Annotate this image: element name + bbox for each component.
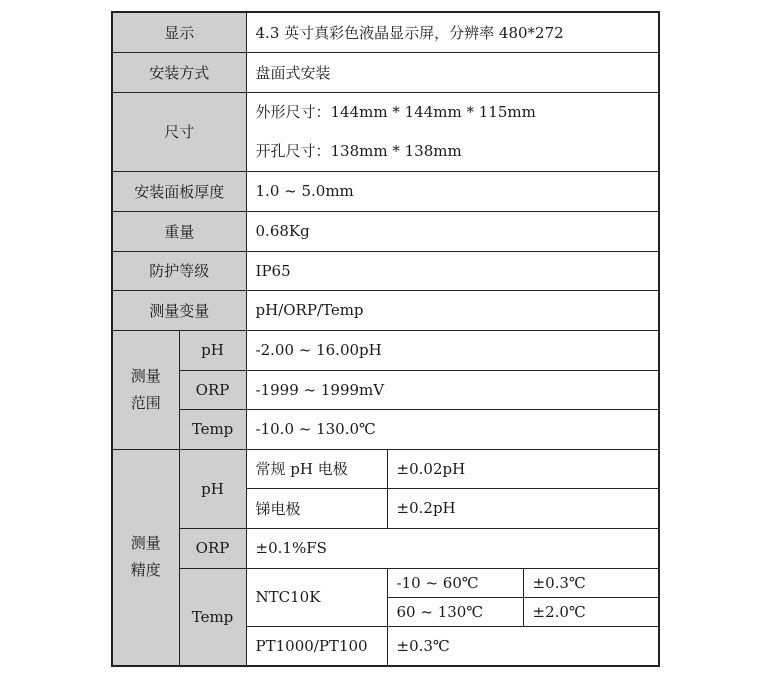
size-label: 尺寸 xyxy=(112,92,246,171)
range-temp-value: -10.0 ~ 130.0℃ xyxy=(246,409,659,449)
mount-label: 安装方式 xyxy=(112,52,246,92)
range-orp-value: -1999 ~ 1999mV xyxy=(246,370,659,409)
acc-pt-value: ±0.3℃ xyxy=(387,626,659,666)
protection-value: IP65 xyxy=(246,251,659,290)
size-hole: 开孔尺寸：138mm * 138mm xyxy=(255,141,462,160)
mount-value: 盘面式安装 xyxy=(246,52,659,92)
acc-ph-normal-electrode: 常规 pH 电极 xyxy=(246,449,387,488)
acc-ntc-sensor: NTC10K xyxy=(246,568,387,626)
display-value: 4.3 英寸真彩色液晶显示屏，分辨率 480*272 xyxy=(246,12,659,52)
acc-ntc-range-2: 60 ~ 130℃ xyxy=(387,597,523,626)
row-range-orp xyxy=(112,370,659,409)
row-acc-orp xyxy=(112,528,659,568)
acc-ntc-accuracy-2: ±2.0℃ xyxy=(523,597,659,626)
weight-value: 0.68Kg xyxy=(246,211,659,251)
row-mount xyxy=(112,52,659,92)
row-panel xyxy=(112,171,659,211)
acc-ntc-range-1: -10 ~ 60℃ xyxy=(387,568,523,597)
row-range-ph xyxy=(112,330,659,370)
acc-ph-antimony-electrode: 锑电极 xyxy=(246,488,387,528)
row-size xyxy=(112,92,659,171)
size-outer: 外形尺寸：144mm * 144mm * 115mm xyxy=(255,102,536,121)
acc-temp-name: Temp xyxy=(179,568,246,666)
row-range-temp xyxy=(112,409,659,449)
range-orp-name: ORP xyxy=(179,370,246,409)
row-acc-ntc-1 xyxy=(112,568,659,597)
accuracy-label-line1: 测量 xyxy=(130,534,161,553)
display-label: 显示 xyxy=(112,12,246,52)
acc-pt-sensor: PT1000/PT100 xyxy=(246,626,387,666)
acc-ph-antimony-value: ±0.2pH xyxy=(387,488,659,528)
spec-table xyxy=(111,11,660,667)
acc-ph-name: pH xyxy=(179,449,246,528)
weight-label: 重量 xyxy=(112,211,246,251)
row-variables xyxy=(112,290,659,330)
variables-label: 测量变量 xyxy=(112,290,246,330)
range-label-line1: 测量 xyxy=(130,366,161,385)
accuracy-label xyxy=(112,449,179,666)
variables-value: pH/ORP/Temp xyxy=(246,290,659,330)
panel-value: 1.0 ~ 5.0mm xyxy=(246,171,659,211)
row-weight xyxy=(112,211,659,251)
range-label-line2: 范围 xyxy=(130,393,161,412)
row-acc-ph-normal xyxy=(112,449,659,488)
protection-label: 防护等级 xyxy=(112,251,246,290)
acc-orp-name: ORP xyxy=(179,528,246,568)
range-ph-value: -2.00 ~ 16.00pH xyxy=(246,330,659,370)
acc-orp-value: ±0.1%FS xyxy=(246,528,659,568)
panel-label: 安装面板厚度 xyxy=(112,171,246,211)
range-ph-name: pH xyxy=(179,330,246,370)
range-temp-name: Temp xyxy=(179,409,246,449)
row-protection xyxy=(112,251,659,290)
row-display xyxy=(112,12,659,52)
acc-ntc-accuracy-1: ±0.3℃ xyxy=(523,568,659,597)
acc-ph-normal-value: ±0.02pH xyxy=(387,449,659,488)
range-label xyxy=(112,330,179,449)
accuracy-label-line2: 精度 xyxy=(130,561,161,580)
size-value xyxy=(246,92,659,171)
